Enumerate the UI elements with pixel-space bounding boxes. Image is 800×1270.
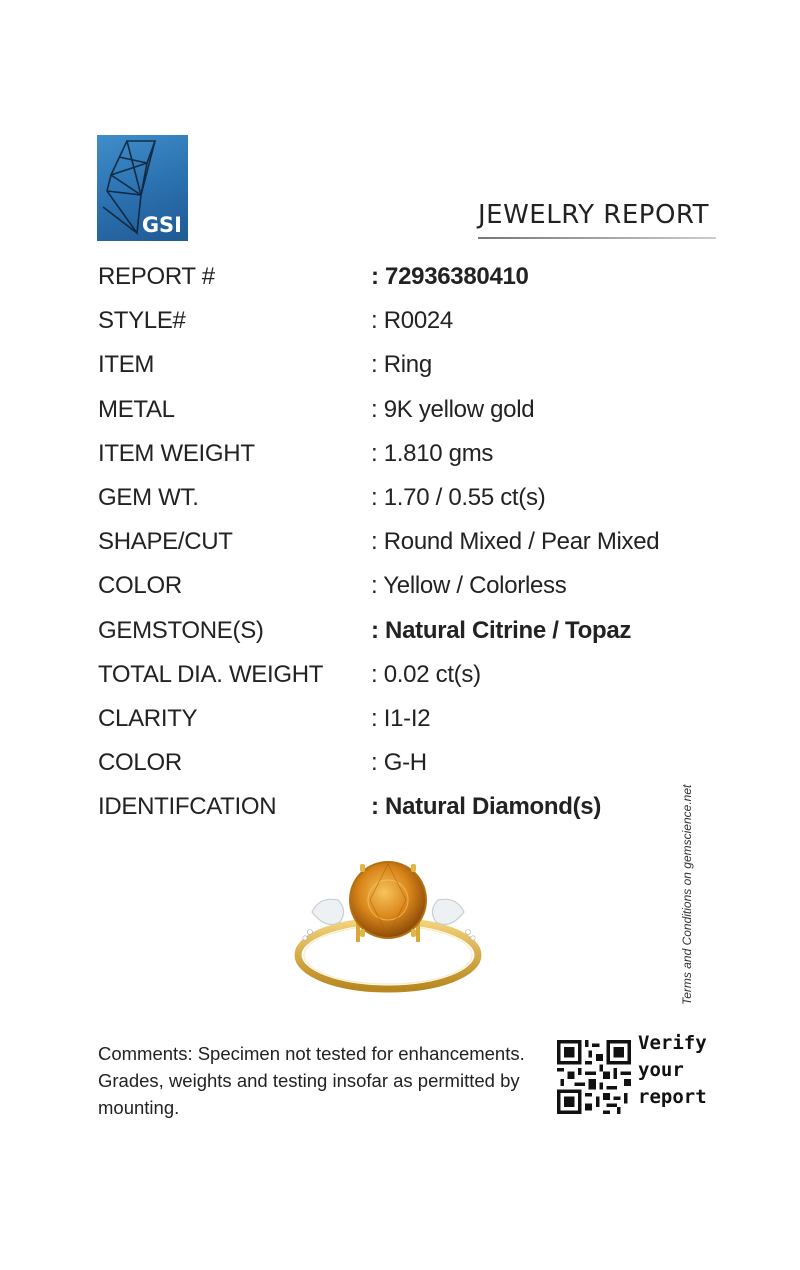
qr-code-icon[interactable] <box>557 1040 631 1114</box>
logo-text: GSI <box>141 213 182 237</box>
detail-row <box>98 653 718 697</box>
detail-value: : 72936380410 <box>371 263 529 290</box>
detail-value: : I1-I2 <box>371 704 431 732</box>
detail-value: : 1.810 gms <box>371 439 494 467</box>
detail-label: IDENTIFCATION <box>98 793 277 821</box>
report-title: JEWELRY REPORT <box>478 200 709 230</box>
detail-value: : 1.70 / 0.55 ct(s) <box>371 483 546 511</box>
detail-value: : Natural Diamond(s) <box>371 793 602 821</box>
detail-value: : Ring <box>371 351 432 379</box>
ring-image <box>290 850 490 1000</box>
detail-value: : 9K yellow gold <box>371 395 535 423</box>
detail-label: SHAPE/CUT <box>98 528 233 556</box>
detail-label: ITEM WEIGHT <box>98 439 255 467</box>
detail-label: COLOR <box>98 749 182 777</box>
comments-text: Comments: Specimen not tested for enhancements. Grades, weights and testing insofar as permitted by mounting. <box>98 1043 525 1118</box>
detail-label: TOTAL DIA. WEIGHT <box>98 660 324 688</box>
detail-label: REPORT # <box>98 263 215 290</box>
detail-label: COLOR <box>98 572 182 600</box>
detail-row <box>98 432 718 476</box>
detail-value: : 0.02 ct(s) <box>371 660 481 688</box>
detail-value: : R0024 <box>371 307 453 335</box>
detail-label: GEM WT. <box>98 483 199 511</box>
topaz-left-icon <box>312 899 344 924</box>
gsi-logo <box>97 135 188 241</box>
detail-row <box>98 520 718 564</box>
terms-and-conditions: Terms and Conditions on gemscience.net <box>680 784 694 1005</box>
detail-row <box>98 476 718 520</box>
verify-line: your <box>638 1059 684 1081</box>
detail-row <box>98 741 718 785</box>
detail-label: CLARITY <box>98 704 198 732</box>
title-underline <box>478 237 716 239</box>
detail-value: : G-H <box>371 749 427 777</box>
detail-label: STYLE# <box>98 307 186 335</box>
verify-line: report <box>638 1086 707 1108</box>
detail-label: GEMSTONE(S) <box>98 616 264 644</box>
detail-label: METAL <box>98 395 175 423</box>
detail-value: : Yellow / Colorless <box>371 572 567 600</box>
verify-report-link[interactable] <box>638 1030 718 1111</box>
detail-row <box>98 299 718 343</box>
detail-row <box>98 697 718 741</box>
detail-row <box>98 785 718 829</box>
detail-row <box>98 609 718 653</box>
detail-row <box>98 343 718 387</box>
detail-value: : Round Mixed / Pear Mixed <box>371 528 660 556</box>
detail-row <box>98 255 718 299</box>
detail-row <box>98 388 718 432</box>
topaz-right-icon <box>432 899 464 924</box>
report-details <box>98 255 718 829</box>
detail-value: : Natural Citrine / Topaz <box>371 616 632 644</box>
detail-row <box>98 564 718 608</box>
verify-line: Verify <box>638 1032 707 1054</box>
detail-label: ITEM <box>98 351 155 379</box>
